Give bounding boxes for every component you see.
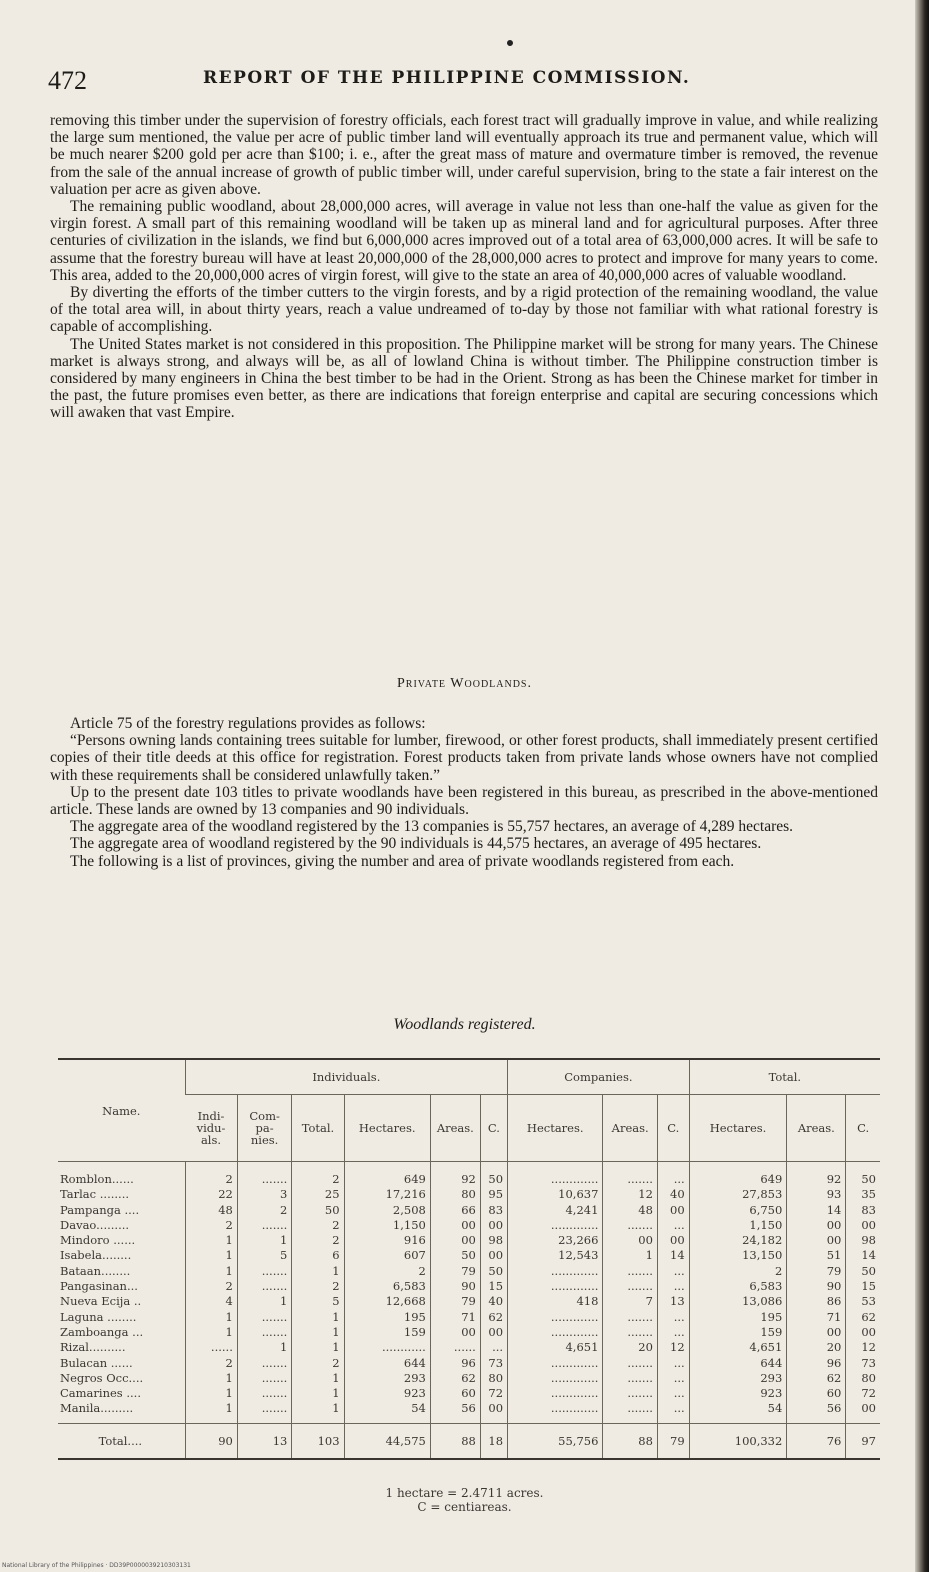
table-cell: 22	[185, 1187, 237, 1202]
table-cell: .......	[603, 1356, 657, 1371]
table-cell: .......	[237, 1264, 291, 1279]
table-cell: 2	[292, 1218, 344, 1233]
table-cell: 1	[292, 1371, 344, 1386]
table-cell: .............	[508, 1401, 603, 1423]
table-cell: ...	[657, 1386, 689, 1401]
table-cell: 71	[787, 1310, 846, 1325]
table-row	[58, 1371, 880, 1386]
table-cell: 54	[344, 1401, 430, 1423]
paragraph: The following is a list of provinces, giving the number and area of private woodlands registered from each.	[70, 852, 735, 870]
province-name: Nueva Ecija ..	[60, 1294, 142, 1309]
table-cell: .............	[508, 1218, 603, 1233]
table-cell: 2	[292, 1356, 344, 1371]
table-cell: ......	[185, 1340, 237, 1355]
table-cell: 2	[185, 1356, 237, 1371]
table-cell: 195	[689, 1310, 787, 1325]
table-cell: 83	[480, 1203, 507, 1218]
page-edge-shadow	[915, 0, 929, 1572]
table-cell: 293	[344, 1371, 430, 1386]
province-name: Davao.........	[60, 1217, 130, 1232]
table-cell: 62	[846, 1310, 880, 1325]
table-cell: 56	[430, 1401, 480, 1423]
totals-cell: 44,575	[344, 1423, 430, 1459]
header-companies: Companies.	[508, 1059, 690, 1095]
table-cell: 62	[430, 1371, 480, 1386]
table-cell: .......	[237, 1325, 291, 1340]
table-cell: 12,543	[508, 1248, 603, 1263]
table-cell: ...	[480, 1340, 507, 1355]
table-cell: 649	[344, 1162, 430, 1188]
table-cell: ...	[657, 1218, 689, 1233]
table-cell: 4,651	[689, 1340, 787, 1355]
totals-cell: 90	[185, 1423, 237, 1459]
header-indiv-count: Indi- vidu- als.	[185, 1095, 237, 1162]
table-cell: .......	[603, 1325, 657, 1340]
table-cell: 1	[603, 1248, 657, 1263]
table-cell: 1	[185, 1386, 237, 1401]
table-cell: .......	[603, 1218, 657, 1233]
table-cell: 1	[292, 1325, 344, 1340]
table-cell: ............	[344, 1340, 430, 1355]
table-cell: 6,750	[689, 1203, 787, 1218]
table-cell: 17,216	[344, 1187, 430, 1202]
table-row	[58, 1248, 880, 1263]
table-cell: .......	[237, 1310, 291, 1325]
header-comp-count: Com- pa- nies.	[237, 1095, 291, 1162]
table-cell: 00	[846, 1218, 880, 1233]
table-cell: ...	[657, 1264, 689, 1279]
table-cell: 50	[480, 1162, 507, 1188]
table-cell: 23,266	[508, 1233, 603, 1248]
table-cell: 83	[846, 1203, 880, 1218]
table-cell: 56	[787, 1401, 846, 1423]
table-cell: 00	[430, 1325, 480, 1340]
table-cell: 2	[185, 1218, 237, 1233]
table-cell: ...	[657, 1401, 689, 1423]
totals-cell: 79	[657, 1423, 689, 1459]
table-cell: .......	[603, 1371, 657, 1386]
paragraph: By diverting the efforts of the timber cutters to the virgin forests, and by a rigid protection of the remaining woodland, the value of the total area will, in about thirty years, reach a value undreamed of to-day by those not familiar with what rational forestry is capable of accomplishing.	[50, 284, 878, 336]
table-cell: 50	[430, 1248, 480, 1263]
table-cell: 1,150	[344, 1218, 430, 1233]
table-cell: 51	[787, 1248, 846, 1263]
table-cell: 923	[344, 1386, 430, 1401]
table-row	[58, 1203, 880, 1218]
table-cell: 607	[344, 1248, 430, 1263]
table-cell: 92	[787, 1162, 846, 1188]
table-cell: .............	[508, 1371, 603, 1386]
table-cell: 93	[787, 1187, 846, 1202]
header-c-hectares: Hectares.	[508, 1095, 603, 1162]
table-cell: 72	[480, 1386, 507, 1401]
paragraph: “Persons owning lands containing trees suitable for lumber, firewood, or other forest products, shall immediately present certified copies of their title deeds at this office for registration. Forest products taken from private lands whose owners have not complied with these requirements shall be considered unlawfully taken.”	[50, 732, 878, 784]
table-cell: 12	[657, 1340, 689, 1355]
table-cell: 4	[185, 1294, 237, 1309]
table-cell: 2	[185, 1279, 237, 1294]
table-cell: 48	[603, 1203, 657, 1218]
table-cell: 27,853	[689, 1187, 787, 1202]
note-hectare: 1 hectare = 2.4711 acres.	[385, 1486, 544, 1500]
table-cell: 293	[689, 1371, 787, 1386]
table-cell: 20	[603, 1340, 657, 1355]
table-cell: 13,150	[689, 1248, 787, 1263]
province-name: Pampanga ....	[60, 1202, 140, 1217]
table-cell: 24,182	[689, 1233, 787, 1248]
paragraph: The aggregate area of the woodland registered by the 13 companies is 55,757 hectares, an average of 4,289 hectares.	[70, 818, 794, 836]
table-cell: 96	[430, 1356, 480, 1371]
header-individuals: Individuals.	[185, 1059, 507, 1095]
woodlands-table	[58, 1058, 880, 1460]
table-cell: 14	[846, 1248, 880, 1263]
totals-label: Total....	[58, 1423, 185, 1459]
header-name: Name.	[58, 1059, 185, 1162]
table-cell: ......	[430, 1340, 480, 1355]
paragraph: The United States market is not considered in this proposition. The Philippine market will be strong for many years. The Chinese market is always strong, and always will be, as all of lowland China is without timber. The Philippine construction timber is considered by many engineers in China the best timber to be had in the Orient. Strong as has been the Chinese market for timber in the past, the future promises even better, as there are indications that foreign enterprise and capital are securing concessions which will awaken that vast Empire.	[50, 335, 878, 422]
table-cell: 2	[344, 1264, 430, 1279]
table-cell: 2	[237, 1203, 291, 1218]
table-row	[58, 1264, 880, 1279]
table-cell: 195	[344, 1310, 430, 1325]
table-cell: 98	[846, 1233, 880, 1248]
table-cell: 2,508	[344, 1203, 430, 1218]
table-cell: ...	[657, 1279, 689, 1294]
table-cell: .............	[508, 1325, 603, 1340]
table-cell: 00	[430, 1233, 480, 1248]
table-cell: .......	[237, 1162, 291, 1188]
table-cell: 79	[787, 1264, 846, 1279]
totals-cell: 13	[237, 1423, 291, 1459]
table-cell: .......	[603, 1310, 657, 1325]
table-row	[58, 1325, 880, 1340]
footer-credit: National Library of the Philippines · DD39P0000039210303131	[2, 1562, 191, 1569]
table-cell: .............	[508, 1310, 603, 1325]
table-cell: .......	[603, 1401, 657, 1423]
totals-cell: 18	[480, 1423, 507, 1459]
table-cell: 1	[237, 1294, 291, 1309]
page-number: 472	[48, 66, 87, 95]
table-cell: 1	[237, 1233, 291, 1248]
paragraph: removing this timber under the supervision of forestry officials, each forest tract will gradually improve in value, and while realizing the large sum mentioned, the value per acre of public timber land will eventually approach its true and permanent value, which will be much nearer $200 gold per acre than $100; i. e., after the great mass of mature and overmature timber is removed, the revenue from the sale of the annual increase of growth of public timber will, under careful supervision, bring to the state a fair interest on the valuation per acre as given above.	[50, 112, 878, 198]
table-cell: 72	[846, 1386, 880, 1401]
table-cell: .......	[237, 1218, 291, 1233]
table-cell: 1	[185, 1233, 237, 1248]
table-cell: 644	[689, 1356, 787, 1371]
province-name: Rizal..........	[60, 1340, 126, 1355]
totals-cell: 76	[787, 1423, 846, 1459]
table-row	[58, 1356, 880, 1371]
table-cell: 79	[430, 1294, 480, 1309]
table-notes	[0, 1486, 929, 1514]
header-total: Total.	[689, 1059, 880, 1095]
table-cell: 62	[787, 1371, 846, 1386]
province-name: Negros Occ....	[60, 1370, 144, 1385]
province-name: Isabela........	[60, 1248, 132, 1263]
table-cell: 50	[292, 1203, 344, 1218]
table-cell: ...	[657, 1162, 689, 1188]
table-cell: ...	[657, 1371, 689, 1386]
table-cell: 4,241	[508, 1203, 603, 1218]
table-cell: 00	[846, 1401, 880, 1423]
table-cell: .............	[508, 1162, 603, 1188]
table-cell: 15	[480, 1279, 507, 1294]
table-cell: .......	[237, 1279, 291, 1294]
province-name: Bataan........	[60, 1263, 131, 1278]
table-cell: 13	[657, 1294, 689, 1309]
running-head: REPORT OF THE PHILIPPINE COMMISSION.	[203, 68, 691, 88]
table-cell: 2	[292, 1162, 344, 1188]
table-cell: 90	[430, 1279, 480, 1294]
table-cell: 48	[185, 1203, 237, 1218]
table-cell: .......	[237, 1356, 291, 1371]
table-cell: .............	[508, 1356, 603, 1371]
table-cell: 1	[292, 1264, 344, 1279]
table-cell: 916	[344, 1233, 430, 1248]
province-name: Camarines ....	[60, 1386, 141, 1401]
table-cell: .............	[508, 1386, 603, 1401]
totals-cell: 97	[846, 1423, 880, 1459]
table-cell: 35	[846, 1187, 880, 1202]
table-cell: 1	[185, 1248, 237, 1263]
table-cell: 418	[508, 1294, 603, 1309]
table-cell: 644	[344, 1356, 430, 1371]
table-cell: 40	[657, 1187, 689, 1202]
ink-dot	[507, 40, 513, 46]
paragraph: The aggregate area of woodland registered by the 90 individuals is 44,575 hectares, an average of 495 hectares.	[70, 835, 762, 853]
totals-cell: 103	[292, 1423, 344, 1459]
header-t-c: C.	[846, 1095, 880, 1162]
table-cell: 00	[657, 1203, 689, 1218]
table-cell: 92	[430, 1162, 480, 1188]
table-cell: 86	[787, 1294, 846, 1309]
table-cell: 3	[237, 1187, 291, 1202]
table-cell: 00	[787, 1233, 846, 1248]
table-row	[58, 1233, 880, 1248]
table-row	[58, 1310, 880, 1325]
table-cell: 1,150	[689, 1218, 787, 1233]
header-i-areas: Areas.	[430, 1095, 480, 1162]
table-cell: ...	[657, 1356, 689, 1371]
province-name: Romblon......	[60, 1172, 134, 1186]
note-centiareas: C = centiareas.	[417, 1500, 512, 1514]
table-cell: 00	[480, 1248, 507, 1263]
table-cell: 2	[689, 1264, 787, 1279]
table-cell: .......	[603, 1162, 657, 1188]
table-row	[58, 1386, 880, 1401]
table-cell: 2	[185, 1162, 237, 1188]
table-cell: 71	[430, 1310, 480, 1325]
province-name: Bulacan ......	[60, 1355, 133, 1370]
table-row	[58, 1162, 880, 1188]
table-cell: 80	[480, 1371, 507, 1386]
table-cell: 6,583	[344, 1279, 430, 1294]
header-count-total: Total.	[292, 1095, 344, 1162]
header-c-areas: Areas.	[603, 1095, 657, 1162]
province-name: Laguna ........	[60, 1309, 137, 1324]
table-cell: 50	[846, 1264, 880, 1279]
table-cell: 1	[292, 1340, 344, 1355]
table-cell: 40	[480, 1294, 507, 1309]
page-header	[48, 66, 878, 102]
table-cell: .............	[508, 1279, 603, 1294]
table-cell: 2	[292, 1233, 344, 1248]
table-cell: 15	[846, 1279, 880, 1294]
paragraph: Article 75 of the forestry regulations provides as follows:	[70, 715, 426, 732]
table-cell: .......	[237, 1371, 291, 1386]
table-cell: 73	[480, 1356, 507, 1371]
table-title: Woodlands registered.	[393, 1016, 536, 1033]
table-cell: 00	[787, 1218, 846, 1233]
table-cell: 79	[430, 1264, 480, 1279]
table-cell: 00	[480, 1401, 507, 1423]
table-cell: 159	[344, 1325, 430, 1340]
table-cell: 62	[480, 1310, 507, 1325]
table-cell: 923	[689, 1386, 787, 1401]
table-cell: 54	[689, 1401, 787, 1423]
totals-cell: 100,332	[689, 1423, 787, 1459]
header-i-c: C.	[480, 1095, 507, 1162]
table-cell: 00	[603, 1233, 657, 1248]
table-cell: 53	[846, 1294, 880, 1309]
table-row	[58, 1294, 880, 1309]
table-cell: 80	[846, 1371, 880, 1386]
table-cell: 5	[292, 1294, 344, 1309]
section-heading: Private Woodlands.	[396, 676, 532, 691]
body-text-private-woodlands	[50, 715, 878, 870]
paragraph: The remaining public woodland, about 28,000,000 acres, will average in value not less than one-half the value as given for the virgin forest. A small part of this remaining woodland will be taken up as mineral land and for agricultural purposes. After three centuries of civilization in the islands, we find but 6,000,000 acres improved out of a total area of 63,000,000 acres. It will be safe to assume that the forestry bureau will have at least 20,000,000 of the 28,000,000 acres to protect and improve for many years to come. This area, added to the 20,000,000 acres of virgin forest, will give to the state an area of 40,000,000 acres of valuable woodland.	[50, 198, 878, 284]
table-cell: 25	[292, 1187, 344, 1202]
table-cell: 1	[185, 1264, 237, 1279]
totals-cell: 88	[430, 1423, 480, 1459]
table-cell: 1	[185, 1401, 237, 1423]
table-cell: 60	[787, 1386, 846, 1401]
table-cell: 60	[430, 1386, 480, 1401]
table-cell: 96	[787, 1356, 846, 1371]
body-text	[50, 112, 878, 422]
table-cell: ...	[657, 1325, 689, 1340]
table-cell: 00	[787, 1325, 846, 1340]
province-name: Zamboanga ...	[60, 1324, 144, 1339]
header-c-c: C.	[657, 1095, 689, 1162]
table-cell: 1	[185, 1310, 237, 1325]
table-row	[58, 1218, 880, 1233]
table-body	[58, 1162, 880, 1424]
table-cell: 00	[480, 1325, 507, 1340]
table-cell: 80	[430, 1187, 480, 1202]
table-row	[58, 1279, 880, 1294]
table-cell: 1	[237, 1340, 291, 1355]
table-cell: 13,086	[689, 1294, 787, 1309]
table-cell: 1	[292, 1401, 344, 1423]
table-cell: 00	[657, 1233, 689, 1248]
table-cell: ...	[657, 1310, 689, 1325]
table-cell: .......	[237, 1386, 291, 1401]
table-row	[58, 1401, 880, 1423]
table-cell: 50	[480, 1264, 507, 1279]
province-name: Mindoro ......	[60, 1233, 136, 1248]
table-cell: 12,668	[344, 1294, 430, 1309]
table-cell: 14	[787, 1203, 846, 1218]
province-name: Pangasinan...	[60, 1279, 138, 1294]
province-name: Manila.........	[60, 1401, 134, 1416]
header-t-hectares: Hectares.	[689, 1095, 787, 1162]
table-cell: 50	[846, 1162, 880, 1188]
table-cell: 14	[657, 1248, 689, 1263]
header-i-hectares: Hectares.	[344, 1095, 430, 1162]
table-cell: .......	[603, 1279, 657, 1294]
header-t-areas: Areas.	[787, 1095, 846, 1162]
table-cell: 12	[846, 1340, 880, 1355]
table-cell: 1	[185, 1325, 237, 1340]
table-cell: 7	[603, 1294, 657, 1309]
table-cell: 20	[787, 1340, 846, 1355]
totals-cell: 55,756	[508, 1423, 603, 1459]
table-cell: 159	[689, 1325, 787, 1340]
table-cell: 1	[185, 1371, 237, 1386]
table-cell: 6	[292, 1248, 344, 1263]
table-cell: 12	[603, 1187, 657, 1202]
table-cell: 00	[430, 1218, 480, 1233]
table-cell: 90	[787, 1279, 846, 1294]
table-cell: 6,583	[689, 1279, 787, 1294]
table-row	[58, 1187, 880, 1202]
table-cell: .......	[237, 1401, 291, 1423]
table-cell: 1	[292, 1310, 344, 1325]
province-name: Tarlac ........	[60, 1187, 130, 1202]
table-cell: .......	[603, 1386, 657, 1401]
table-row	[58, 1340, 880, 1355]
table-cell: 66	[430, 1203, 480, 1218]
table-cell: 10,637	[508, 1187, 603, 1202]
table-cell: 00	[846, 1325, 880, 1340]
table-cell: 5	[237, 1248, 291, 1263]
table-cell: 4,651	[508, 1340, 603, 1355]
table-cell: 1	[292, 1386, 344, 1401]
table-cell: 73	[846, 1356, 880, 1371]
totals-cell: 88	[603, 1423, 657, 1459]
table-cell: 2	[292, 1279, 344, 1294]
table-cell: 98	[480, 1233, 507, 1248]
totals-row	[58, 1423, 880, 1459]
paragraph: Up to the present date 103 titles to private woodlands have been registered in this bureau, as prescribed in the above-mentioned article. These lands are owned by 13 companies and 90 individuals.	[50, 783, 878, 819]
table-cell: 00	[480, 1218, 507, 1233]
table-cell: 95	[480, 1187, 507, 1202]
table-cell: .............	[508, 1264, 603, 1279]
table-cell: 649	[689, 1162, 787, 1188]
table-cell: .......	[603, 1264, 657, 1279]
